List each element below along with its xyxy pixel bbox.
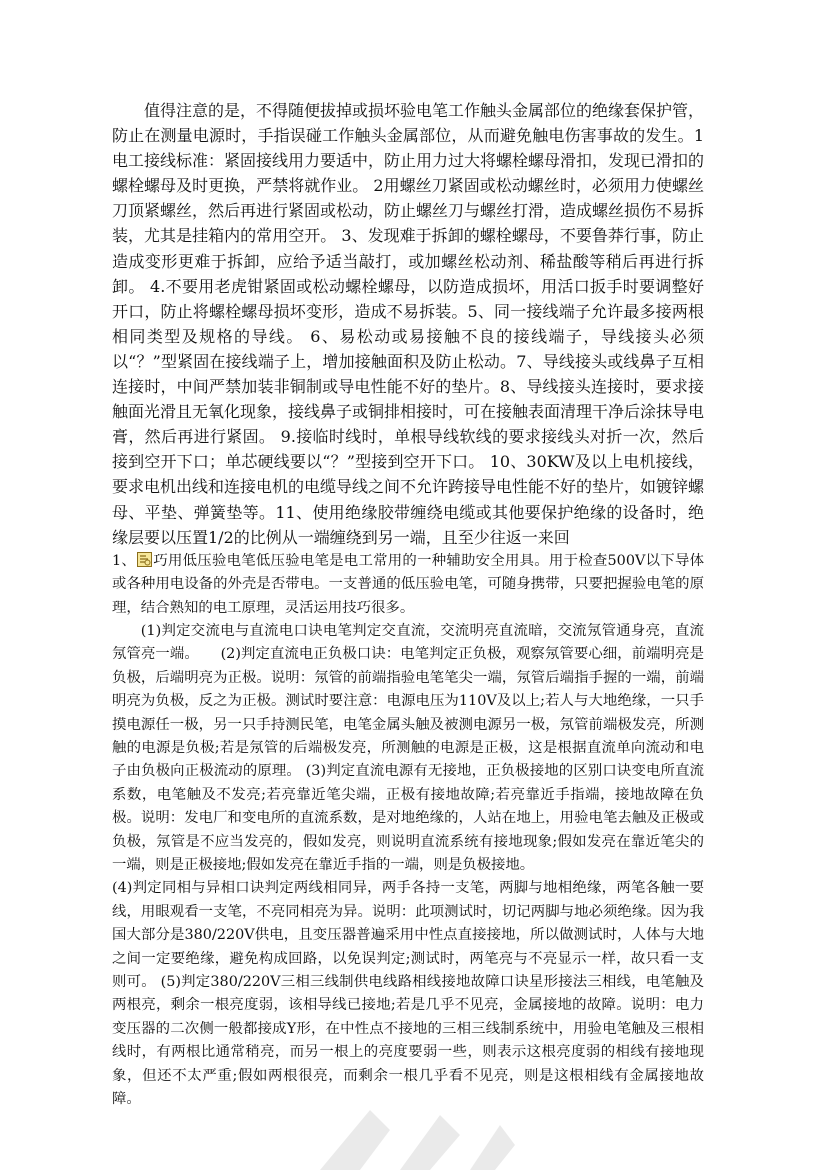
electrician-wiring-section <box>112 98 704 550</box>
test-pen-intro <box>112 550 704 620</box>
document-body <box>112 98 704 1111</box>
watermark-logo <box>300 1090 530 1174</box>
intro-prefix: 1、 <box>112 552 137 569</box>
test-pen-paragraph-2: (1)判定交流电与直流电口诀电笔判定交直流，交流明亮直流暗，交流氖管通身亮，直流氖管亮一端。 (2)判定直流电正负极口诀：电笔判定正负极，观察氖管要心细，前端明亮是负极，后端明亮为正极。说明：氖管的前端指验电笔笔尖一端，氖管后端指手握的一端，前端明亮为负极，反之为正极。测试时要注意：电源电压为110V及以上;若人与大地绝缘，一只手摸电源任一极，另一只手持测民笔，电笔金属头触及被测电源另一极，氖管前端极发亮，所测触的电源是负极;若是氖管的后端极发亮，所测触的电源是正极，这是根据直流单向流动和电子由负极向正极流动的原理。 (3)判定直流电源有无接地，正负极接地的区别口诀变电所直流系数，电笔触及不发亮;若亮靠近笔尖端，正极有接地故障;若亮靠近手指端，接地故障在负极。说明：发电厂和变电所的直流系数，是对地绝缘的，人站在地上，用验电笔去触及正极或负极，氖管是不应当发亮的，假如发亮，则说明直流系统有接地现象;假如发亮在靠近笔尖的一端，则是正极接地;假如发亮在靠近手指的一端，则是负极接地。 <box>112 622 704 873</box>
test-pen-section <box>112 550 704 1112</box>
intro-text: 巧用低压验电笔低压验电笔是电工常用的一种辅助安全用具。用于检查500V以下导体或各种用电设备的外壳是否带电。一支普通的低压验电笔，可随身携带，只要把握验电笔的原理，结合熟知的电工原理，灵活运用技巧很多。 <box>112 552 704 616</box>
wiring-standards-paragraph: 值得注意的是，不得随便拔掉或损坏验电笔工作触头金属部位的绝缘套保护管，防止在测量电源时，手指误碰工作触头金属部位，从而避免触电伤害事故的发生。1电工接线标准：紧固接线用力要适中，防止用力过大将螺栓螺母滑扣，发现已滑扣的螺栓螺母及时更换，严禁将就作业。 2用螺丝刀紧固或松动螺丝时，必须用力使螺丝刀顶紧螺丝，然后再进行紧固或松动，防止螺丝刀与螺丝打滑，造成螺丝损伤不易拆装，尤其是挂箱内的常用空开。 3、发现难于拆卸的螺栓螺母，不要鲁莽行事，防止造成变形更难于拆卸，应给予适当敲打，或加螺丝松动剂、稀盐酸等稍后再进行拆卸。 4.不要用老虎钳紧固或松动螺栓螺母，以防造成损坏，用活口扳手时要调整好开口，防止将螺栓螺母损坏变形，造成不易拆装。5、同一接线端子允许最多接两根相同类型及规格的导线。 6、易松动或易接触不良的接线端子，导线接头必须以“？”型紧固在接线端子上，增加接触面积及防止松动。7、导线接头或线鼻子互相连接时，中间严禁加装非铜制或导电性能不好的垫片。8、导线接头连接时，要求接触面光滑且无氧化现象，接线鼻子或铜排相接时，可在接触表面清理干净后涂抹导电膏，然后再进行紧固。 9.接临时线时，单根导线软线的要求接线头对折一次，然后接到空开下口；单芯硬线要以“？”型接到空开下口。 10、30KW及以上电机接线，要求电机出线和连接电机的电缆导线之间不允许跨接导电性能不好的垫片，如镀锌螺母、平垫、弹簧垫等。11、使用绝缘胶带缠绕电缆或其他要保护绝缘的设备时，绝缘层要以压置1/2的比例从一端缠绕到另一端，且至少往返一来回 <box>112 101 705 547</box>
note-icon[interactable] <box>137 552 152 567</box>
test-pen-paragraph-3: (4)判定同相与异相口诀判定两线相同异，两手各持一支笔，两脚与地相绝缘，两笔各触一要线，用眼观看一支笔，不亮同相亮为异。说明：此项测试时，切记两脚与地必须绝缘。因为我国大部分是380/220V供电，且变压器普遍采用中性点直接接地，所以做测试时，人体与大地之间一定要绝缘，避免构成回路，以免误判定;测试时，两笔亮与不亮显示一样，故只看一支则可。 (5)判定380/220V三相三线制供电线路相线接地故障口诀星形接法三相线，电笔触及两根亮，剩余一根亮度弱，该相导线已接地;若是几乎不见亮，金属接地的故障。说明：电力变压器的二次侧一般都接成Y形，在中性点不接地的三相三线制系统中，用验电笔触及三根相线时，有两根比通常稍亮，而另一根上的亮度要弱一些，则表示这根亮度弱的相线有接地现象，但还不太严重;假如两根很亮，而剩余一根几乎看不见亮，则是这根相线有金属接地故障。 <box>112 880 704 1108</box>
